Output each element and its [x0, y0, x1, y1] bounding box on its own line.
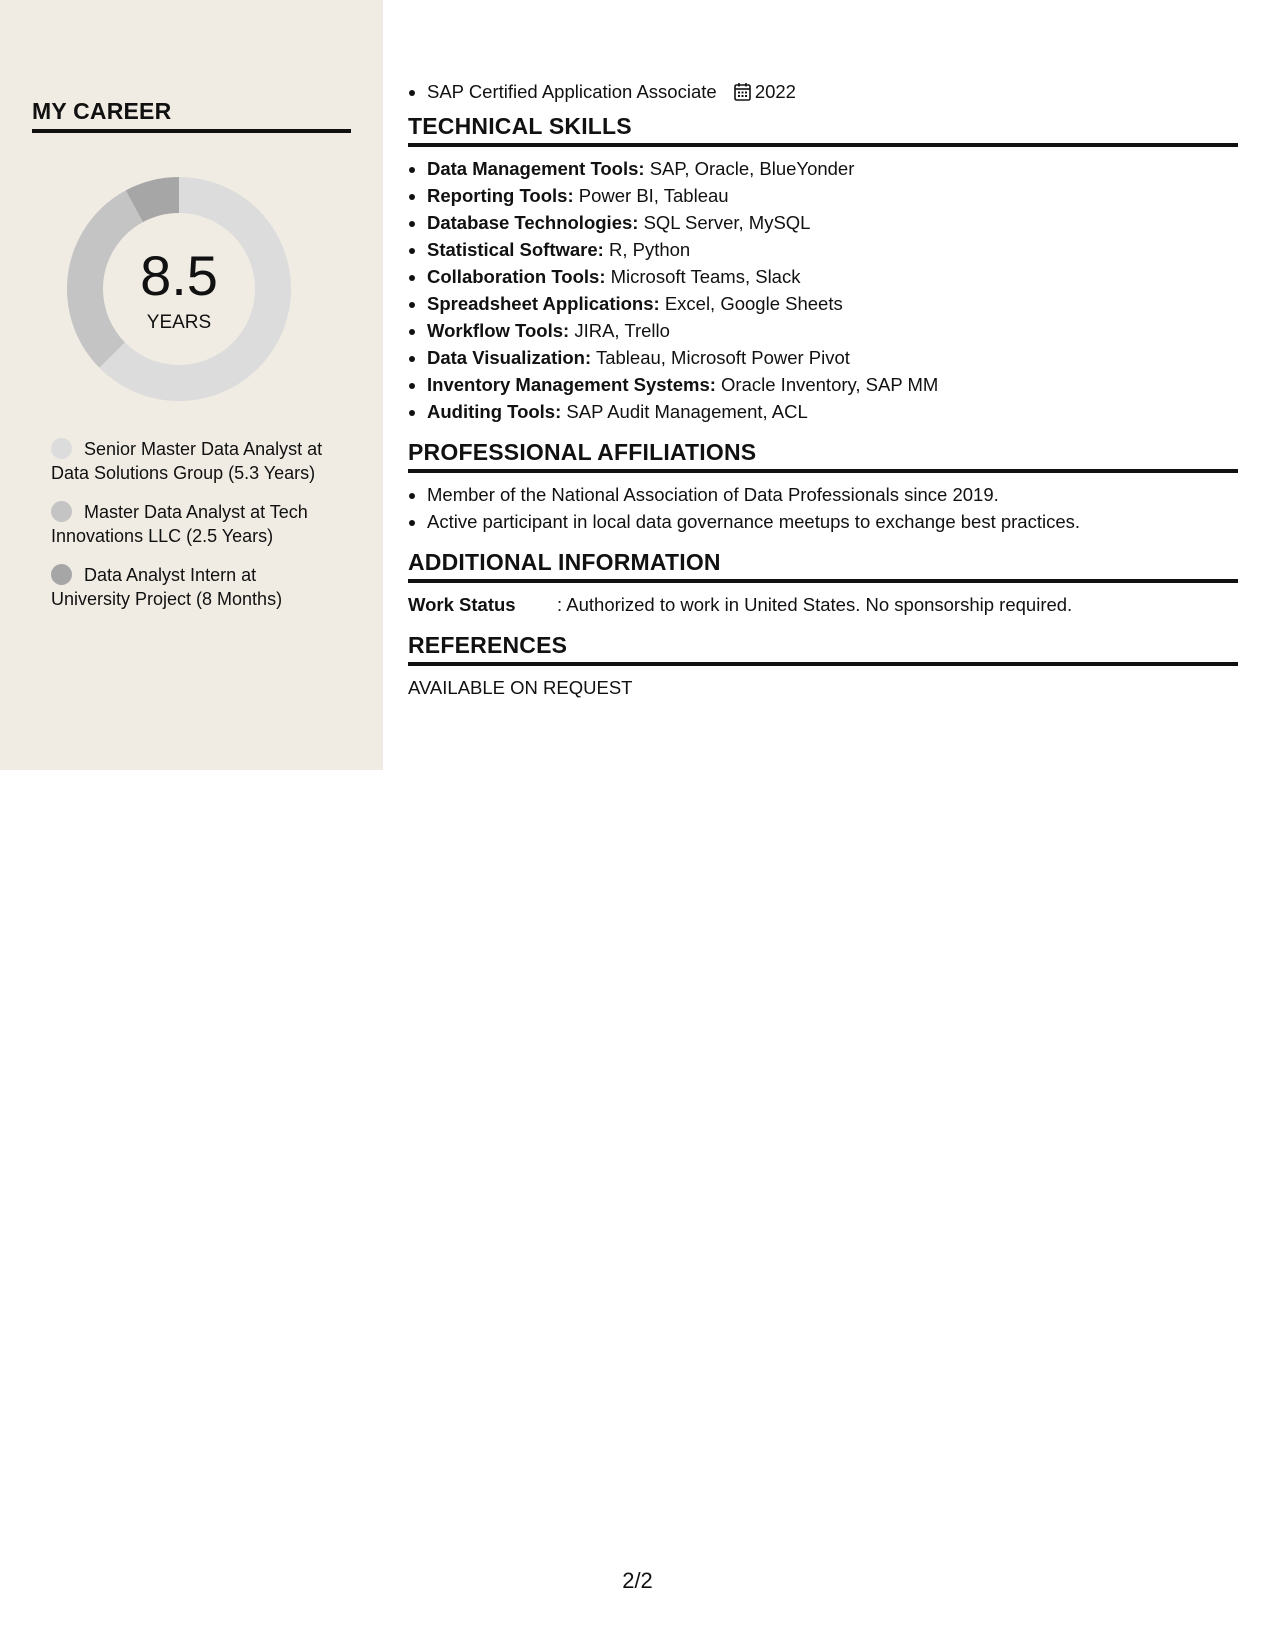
- calendar-icon: [734, 82, 751, 101]
- affiliation-item: • Member of the National Association of Data Professionals since 2019.: [427, 481, 1238, 508]
- skill-item: [427, 290, 1238, 317]
- skill-label: Reporting Tools:: [427, 185, 574, 206]
- skill-label: Spreadsheet Applications:: [427, 293, 660, 314]
- legend-dot: [51, 564, 72, 585]
- career-legend: [51, 437, 331, 626]
- skill-value: Power BI, Tableau: [578, 185, 729, 206]
- skill-item: [427, 371, 1238, 398]
- skill-label: Workflow Tools:: [427, 320, 570, 341]
- skill-item: [427, 209, 1238, 236]
- certification-year: 2022: [754, 81, 796, 102]
- career-legend-item: [51, 437, 331, 485]
- skill-value: Tableau, Microsoft Power Pivot: [595, 347, 850, 368]
- affiliation-item: • Active participant in local data governance meetups to exchange best practices.: [427, 508, 1238, 535]
- skill-value: R, Python: [608, 239, 691, 260]
- career-legend-item: [51, 500, 331, 548]
- certification-list: [408, 78, 1238, 105]
- work-status-label: Work Status: [408, 594, 516, 615]
- certification-name: SAP Certified Application Associate: [427, 81, 717, 102]
- skill-item: [427, 398, 1238, 425]
- skill-label: Inventory Management Systems:: [427, 374, 716, 395]
- skill-value: SQL Server, MySQL: [643, 212, 811, 233]
- skill-value: JIRA, Trello: [574, 320, 670, 341]
- career-heading: MY CAREER: [32, 98, 351, 133]
- skill-value: Microsoft Teams, Slack: [610, 266, 801, 287]
- skill-label: Collaboration Tools:: [427, 266, 606, 287]
- page-number: 2/2: [622, 1568, 653, 1593]
- skill-item: [427, 236, 1238, 263]
- references-text: AVAILABLE ON REQUEST: [408, 677, 633, 698]
- skill-label: Auditing Tools:: [427, 401, 562, 422]
- career-legend-label: Data Analyst Intern at University Project (8 Months): [51, 565, 283, 609]
- skill-item: [427, 317, 1238, 344]
- skill-label: Statistical Software:: [427, 239, 604, 260]
- work-status-value: : Authorized to work in United States. No sponsorship required.: [557, 594, 1073, 615]
- skill-value: Excel, Google Sheets: [664, 293, 843, 314]
- career-legend-label: Master Data Analyst at Tech Innovations LLC (2.5 Years): [51, 502, 308, 546]
- affiliations-title: PROFESSIONAL AFFILIATIONS: [408, 439, 1238, 473]
- legend-dot: [51, 501, 72, 522]
- references-title: REFERENCES: [408, 632, 1238, 666]
- career-legend-label: Senior Master Data Analyst at Data Solutions Group (5.3 Years): [51, 439, 323, 483]
- skill-label: Database Technologies:: [427, 212, 639, 233]
- skill-item: [427, 155, 1238, 182]
- skill-value: SAP, Oracle, BlueYonder: [649, 158, 855, 179]
- career-legend-item: [51, 563, 331, 611]
- certification-item: [427, 78, 1238, 105]
- technical-skills-title: TECHNICAL SKILLS: [408, 113, 1238, 147]
- additional-info-title: ADDITIONAL INFORMATION: [408, 549, 1238, 583]
- main-content: [408, 78, 1238, 701]
- skill-value: SAP Audit Management, ACL: [566, 401, 808, 422]
- skill-label: Data Management Tools:: [427, 158, 645, 179]
- skill-value: Oracle Inventory, SAP MM: [721, 374, 939, 395]
- technical-skills-list: [408, 155, 1238, 425]
- affiliations-list: [408, 481, 1238, 535]
- skill-item: [427, 182, 1238, 209]
- sidebar: [0, 0, 383, 770]
- total-years-unit: YEARS: [146, 312, 212, 333]
- work-status-row: [408, 591, 1238, 618]
- skill-item: [427, 344, 1238, 371]
- skill-item: [427, 263, 1238, 290]
- skill-label: Data Visualization:: [427, 347, 592, 368]
- total-years-value: 8.5: [140, 244, 218, 307]
- legend-dot: [51, 438, 72, 459]
